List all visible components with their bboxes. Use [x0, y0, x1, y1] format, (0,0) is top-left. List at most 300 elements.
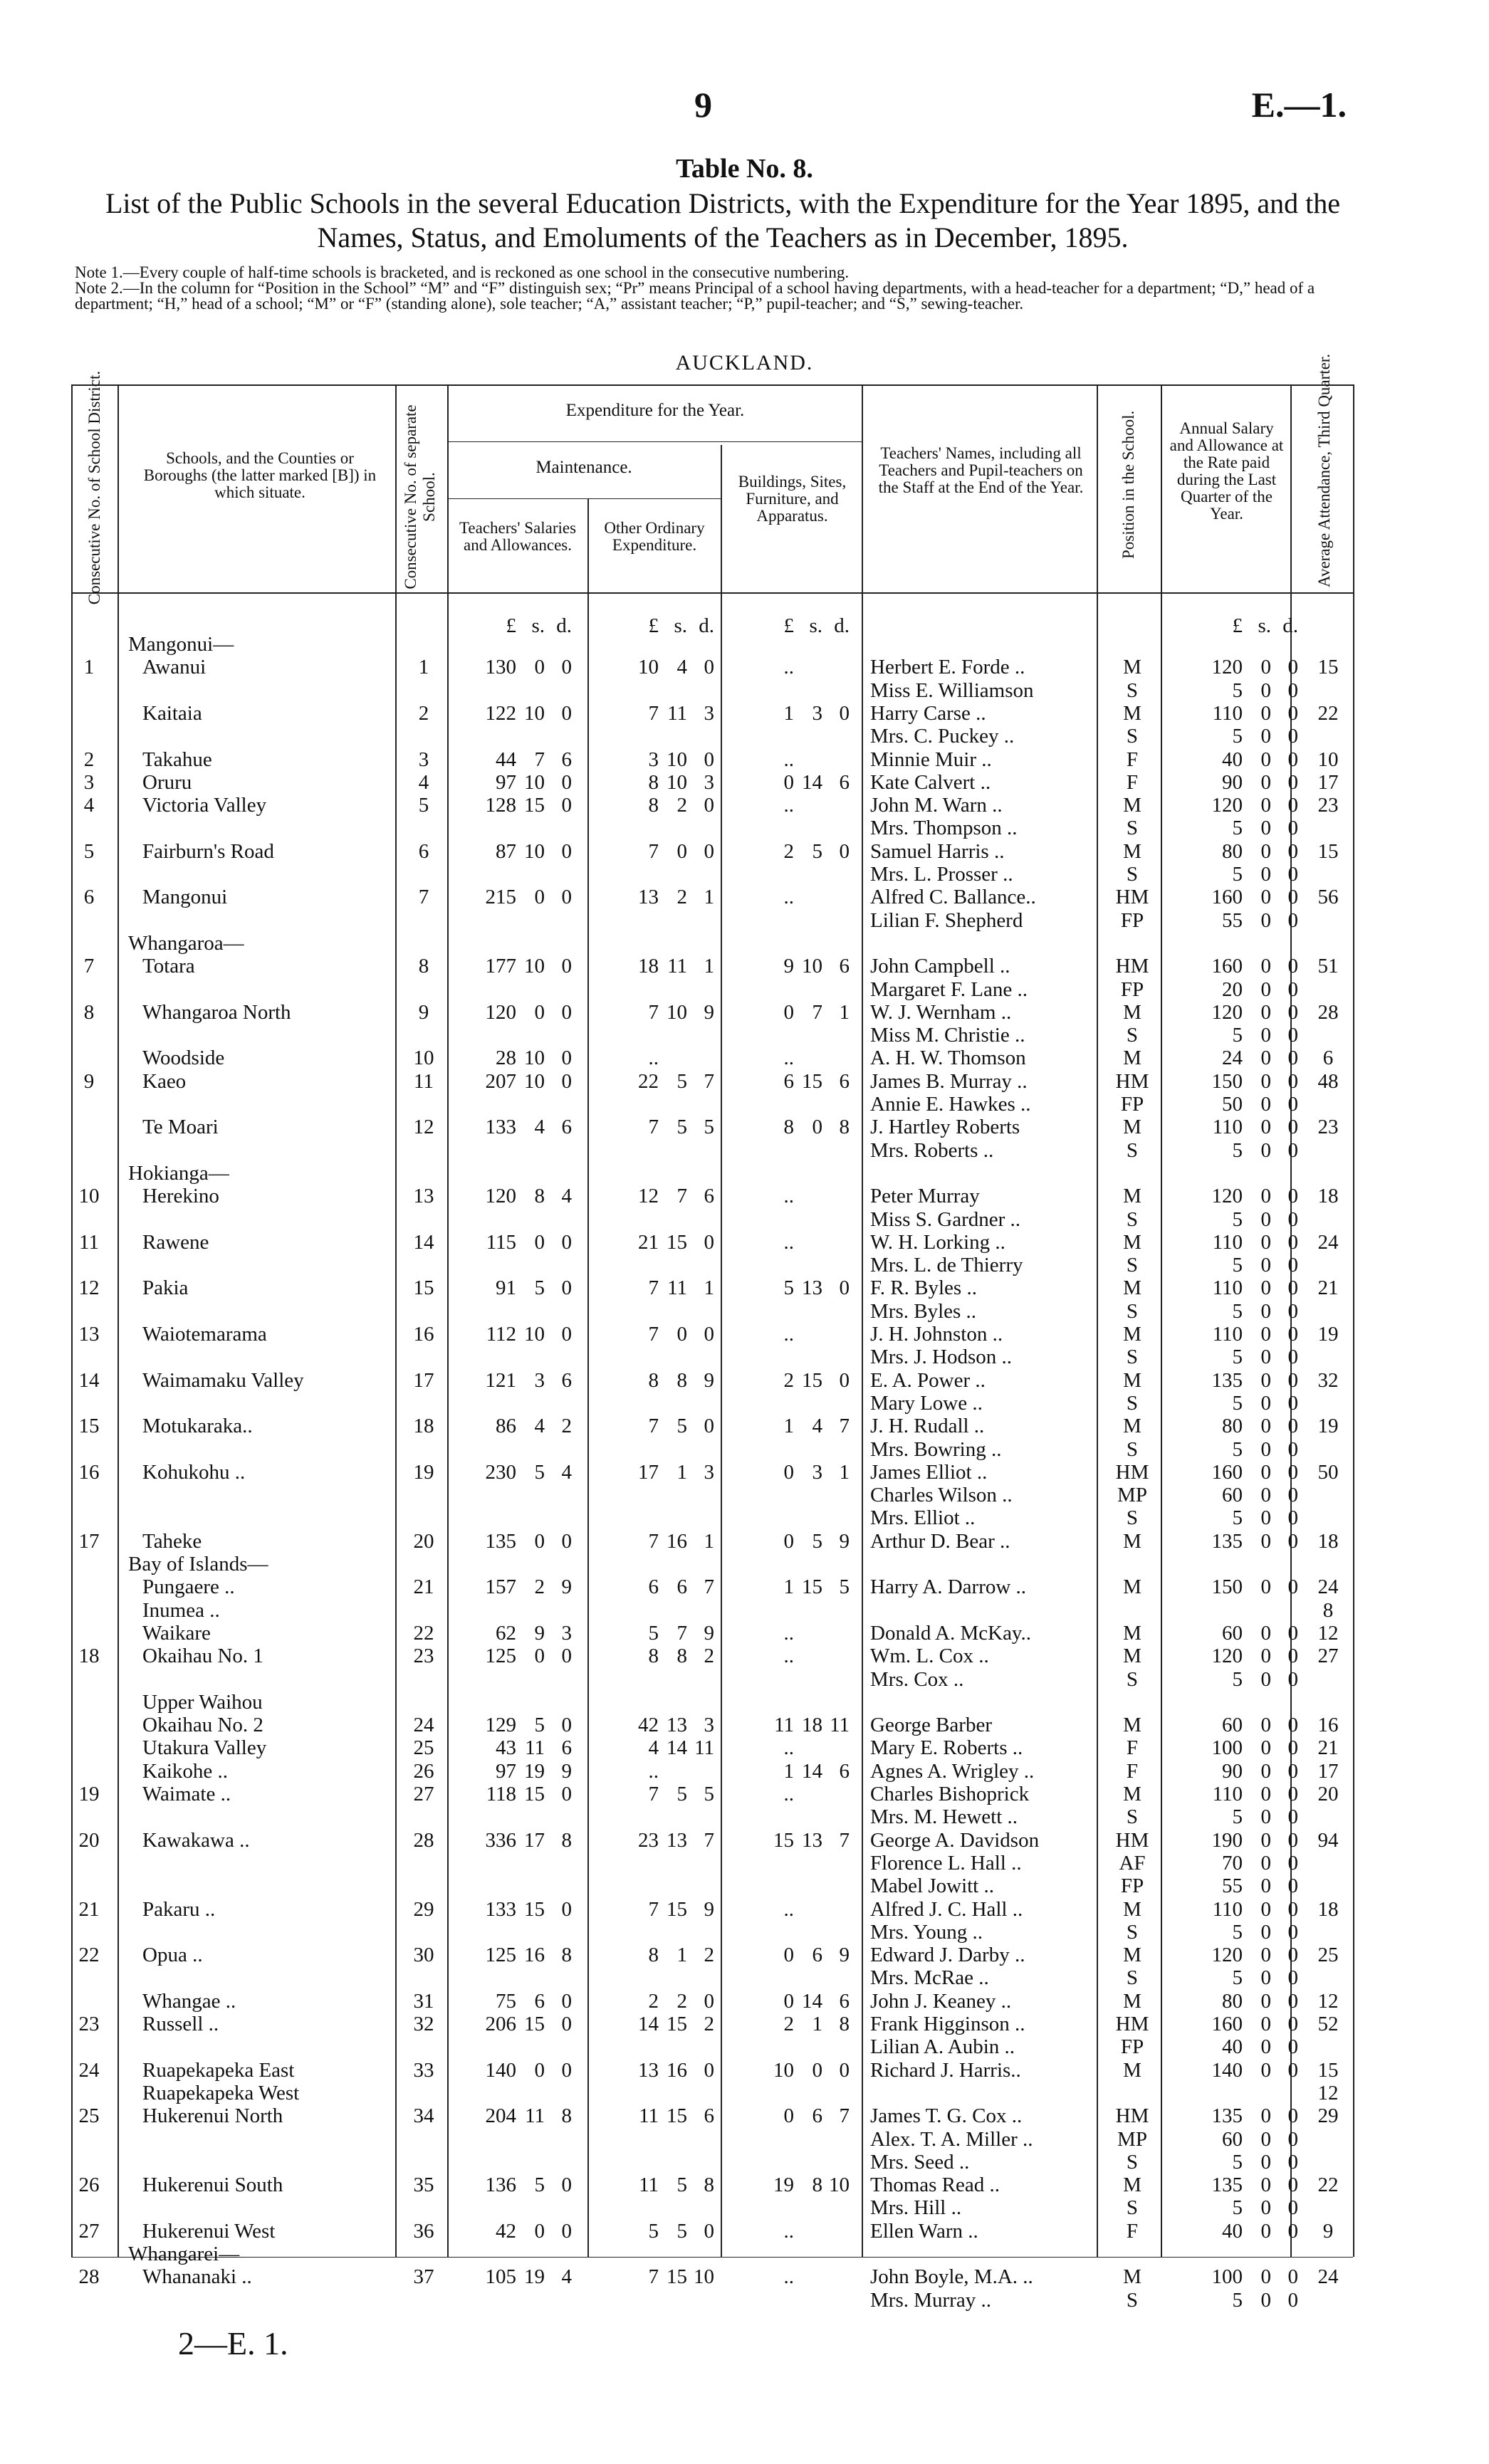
salaries-amount: 120 0 0 — [485, 1000, 572, 1024]
header-salaries: Teachers' Salaries and Allowances. — [459, 519, 577, 554]
teacher-name: Mrs. Byles .. — [870, 1299, 977, 1323]
other-expenditure-amount: 11 15 6 — [639, 2104, 714, 2128]
annual-salary: 100 0 0 — [1211, 2265, 1298, 2289]
annual-salary: 135 0 0 — [1211, 2174, 1298, 2197]
school-name: Okaihau No. 2 — [142, 1714, 263, 1737]
annual-salary: 160 0 0 — [1211, 886, 1298, 909]
teacher-name: W. H. Lorking .. — [870, 1230, 1005, 1254]
annual-salary: 20 0 0 — [1222, 977, 1298, 1001]
teacher-name: F. R. Byles .. — [870, 1276, 977, 1300]
annual-salary: 5 0 0 — [1232, 1207, 1298, 1231]
buildings-amount: 11 18 11 — [774, 1714, 850, 1737]
school-name: Whangaroa— — [128, 931, 244, 955]
annual-salary: 120 0 0 — [1211, 1185, 1298, 1208]
school-name: Herekino — [142, 1185, 219, 1208]
school-name: Fairburn's Road — [142, 839, 274, 863]
school-name: Victoria Valley — [142, 794, 267, 817]
table-row — [0, 1806, 1489, 1828]
school-number: 33 — [413, 2058, 434, 2082]
annual-salary: 5 0 0 — [1232, 1506, 1298, 1530]
teacher-position: M — [1123, 1621, 1141, 1645]
teacher-name: Mrs. L. de Thierry — [870, 1254, 1023, 1277]
annual-salary: 135 0 0 — [1211, 1368, 1298, 1392]
table-row — [0, 2174, 1489, 2196]
average-attendance: 24 — [1317, 2265, 1339, 2289]
other-expenditure-amount: 4 14 11 — [648, 1736, 714, 1760]
teacher-name: Mrs. Seed .. — [870, 2150, 970, 2174]
buildings-amount: .. — [783, 2219, 794, 2243]
school-name: Waimamaku Valley — [142, 1368, 304, 1392]
school-name: Bay of Islands— — [128, 1553, 268, 1576]
teacher-name: Edward J. Darby .. — [870, 1944, 1025, 1967]
school-number: 30 — [413, 1944, 434, 1967]
header-teachers: Teachers' Names, including all Teachers and Pupil-teachers on the Staff at the End of the Year. — [878, 444, 1084, 496]
school-name: Awanui — [142, 656, 207, 679]
teacher-name: Mrs. J. Hodson .. — [870, 1346, 1012, 1369]
average-attendance: 17 — [1317, 1759, 1339, 1783]
annual-salary: 5 0 0 — [1232, 1024, 1298, 1047]
annual-salary: 5 0 0 — [1232, 1966, 1298, 1990]
school-number: 1 — [418, 656, 429, 679]
buildings-amount: 0 6 9 — [783, 1944, 850, 1967]
salaries-amount: 215 0 0 — [485, 886, 572, 909]
district-number: 17 — [78, 1529, 100, 1553]
school-number: 6 — [418, 839, 429, 863]
buildings-amount: 0 14 6 — [783, 1989, 850, 2013]
annual-salary: 135 0 0 — [1211, 2104, 1298, 2128]
district-heading: AUCKLAND. — [675, 351, 814, 374]
buildings-amount: 9 10 6 — [783, 955, 850, 978]
school-number: 11 — [414, 1069, 434, 1093]
school-number: 7 — [418, 886, 429, 909]
buildings-amount: 1 14 6 — [783, 1759, 850, 1783]
other-expenditure-amount: 13 2 1 — [638, 886, 714, 909]
teacher-position: S — [1126, 1346, 1139, 1369]
district-number: 28 — [78, 2265, 100, 2289]
school-name: Whangarei— — [128, 2243, 240, 2265]
table-row — [0, 1163, 1489, 1184]
average-attendance: 18 — [1317, 1185, 1339, 1208]
school-number: 21 — [413, 1576, 434, 1599]
average-attendance: 24 — [1317, 1230, 1339, 1254]
school-name: Hukerenui South — [142, 2174, 283, 2197]
annual-salary: 110 0 0 — [1212, 1897, 1298, 1921]
header-consec-district: Consecutive No. of School District. — [85, 370, 103, 605]
district-number: 19 — [78, 1783, 100, 1805]
teacher-name: J. H. Johnston .. — [870, 1323, 1003, 1346]
district-number: 4 — [83, 794, 95, 817]
teacher-position: FP — [1120, 1093, 1144, 1116]
annual-salary: 120 0 0 — [1211, 1944, 1298, 1967]
average-attendance: 23 — [1317, 794, 1339, 817]
school-name: Ruapekapeka West — [142, 2081, 300, 2104]
table-row — [0, 703, 1489, 724]
units-salaries: £ s. d. — [506, 614, 572, 637]
teacher-position: HM — [1115, 1828, 1149, 1852]
teacher-name: Mary E. Roberts .. — [870, 1736, 1023, 1760]
teacher-position: MP — [1117, 2127, 1147, 2151]
table-row — [0, 634, 1489, 655]
other-expenditure-amount: 14 15 2 — [638, 2013, 714, 2035]
school-name: Upper Waihou — [142, 1690, 263, 1714]
teacher-name: James T. G. Cox .. — [870, 2104, 1023, 2128]
annual-salary: 60 0 0 — [1222, 1621, 1298, 1645]
annual-salary: 120 0 0 — [1211, 656, 1298, 679]
teacher-name: Alfred J. C. Hall .. — [870, 1897, 1023, 1921]
table-row — [0, 2082, 1489, 2104]
salaries-amount: 133 4 6 — [485, 1116, 572, 1139]
teacher-position: M — [1123, 1944, 1141, 1967]
teacher-name: Mrs. Young .. — [870, 1920, 983, 1944]
teacher-name: Richard J. Harris.. — [870, 2058, 1021, 2082]
salaries-amount: 42 0 0 — [496, 2219, 572, 2243]
table-row — [0, 1692, 1489, 1713]
teacher-name: A. H. W. Thomson — [870, 1047, 1026, 1070]
header-average: Average Attendance, Third Quarter. — [1315, 353, 1333, 587]
teacher-position: M — [1123, 1897, 1141, 1921]
salaries-amount: 206 15 0 — [485, 2013, 572, 2035]
school-name: Utakura Valley — [142, 1736, 267, 1760]
buildings-amount: .. — [783, 748, 794, 771]
district-number: 3 — [83, 770, 95, 794]
annual-salary: 40 0 0 — [1222, 2219, 1298, 2243]
salaries-amount: 118 15 0 — [486, 1783, 572, 1805]
table-row — [0, 680, 1489, 701]
buildings-amount: .. — [783, 1047, 794, 1070]
average-attendance: 6 — [1322, 1047, 1334, 1070]
teacher-position: S — [1126, 1024, 1139, 1047]
average-attendance: 51 — [1317, 955, 1339, 978]
teacher-name: John J. Keaney .. — [870, 1989, 1012, 2013]
buildings-amount: .. — [783, 1185, 794, 1208]
table-row — [0, 2290, 1489, 2311]
teacher-name: J. H. Rudall .. — [870, 1415, 985, 1438]
average-attendance: 19 — [1317, 1323, 1339, 1346]
salaries-amount: 128 15 0 — [485, 794, 572, 817]
school-number: 13 — [413, 1185, 434, 1208]
average-attendance: 22 — [1317, 701, 1339, 725]
school-name: Mangonui — [142, 886, 228, 909]
buildings-amount: .. — [783, 1323, 794, 1346]
buildings-amount: .. — [783, 794, 794, 817]
teacher-position: F — [1126, 2219, 1139, 2243]
teacher-position: M — [1123, 794, 1141, 817]
teacher-position: FP — [1120, 1875, 1144, 1898]
other-expenditure-amount: 7 5 5 — [648, 1783, 714, 1805]
district-number: 2 — [83, 748, 95, 771]
teacher-name: Kate Calvert .. — [870, 770, 991, 794]
table-row — [0, 1002, 1489, 1023]
school-number: 8 — [418, 955, 429, 978]
other-expenditure-amount: 42 13 3 — [638, 1714, 714, 1737]
teacher-name: John Campbell .. — [870, 955, 1010, 978]
header-annual: Annual Salary and Allowance at the Rate paid during the Last Quarter of the Year. — [1169, 419, 1284, 523]
school-name: Whananaki .. — [142, 2265, 252, 2289]
teacher-position: M — [1123, 2265, 1141, 2289]
teacher-name: George A. Davidson — [870, 1828, 1040, 1852]
table-row — [0, 2266, 1489, 2287]
teacher-position: M — [1123, 1576, 1141, 1599]
annual-salary: 5 0 0 — [1232, 2196, 1298, 2220]
school-number: 12 — [413, 1116, 434, 1139]
table-row — [0, 749, 1489, 770]
annual-salary: 50 0 0 — [1222, 1093, 1298, 1116]
table-row — [0, 1415, 1489, 1437]
buildings-amount: .. — [783, 1736, 794, 1760]
table-row — [0, 1047, 1489, 1069]
buildings-amount: 2 1 8 — [783, 2013, 850, 2035]
teacher-position: HM — [1115, 2104, 1149, 2128]
salaries-amount: 336 17 8 — [485, 1828, 572, 1852]
table-row — [0, 955, 1489, 977]
other-expenditure-amount: 18 11 1 — [638, 955, 714, 978]
teacher-name: Lilian F. Shepherd — [870, 908, 1023, 932]
table-row — [0, 2221, 1489, 2242]
header-maintenance: Maintenance. — [535, 458, 632, 477]
other-expenditure-amount: 8 1 2 — [648, 1944, 714, 1967]
salaries-amount: 177 10 0 — [485, 955, 572, 978]
teacher-position: M — [1123, 1276, 1141, 1300]
district-number: 6 — [83, 886, 95, 909]
table-row — [0, 1209, 1489, 1230]
teacher-position: M — [1123, 1645, 1141, 1668]
average-attendance: 52 — [1317, 2013, 1339, 2035]
other-expenditure-amount: 23 13 7 — [638, 1828, 714, 1852]
district-number: 9 — [83, 1069, 95, 1093]
table-row — [0, 1899, 1489, 1920]
salaries-amount: 43 11 6 — [496, 1736, 572, 1760]
table-row — [0, 1737, 1489, 1758]
teacher-position: M — [1123, 1368, 1141, 1392]
table-row — [0, 1185, 1489, 1207]
table-title: Table No. 8. — [676, 154, 813, 184]
notes — [75, 265, 1371, 312]
salaries-amount: 62 9 3 — [496, 1621, 572, 1645]
teacher-position: HM — [1115, 1460, 1149, 1484]
school-number: 26 — [413, 1759, 434, 1783]
salaries-amount: 207 10 0 — [485, 1069, 572, 1093]
teacher-position: M — [1123, 1047, 1141, 1070]
average-attendance: 15 — [1317, 2058, 1339, 2082]
average-attendance: 20 — [1317, 1783, 1339, 1805]
teacher-position: M — [1123, 1714, 1141, 1737]
school-name: Hukerenui West — [142, 2219, 276, 2243]
school-number: 18 — [413, 1415, 434, 1438]
teacher-name: Thomas Read .. — [870, 2174, 1000, 2197]
teacher-name: Agnes A. Wrigley .. — [870, 1759, 1035, 1783]
teacher-position: S — [1126, 1966, 1139, 1990]
district-number: 13 — [78, 1323, 100, 1346]
teacher-name: Mrs. L. Prosser .. — [870, 863, 1013, 886]
district-number: 23 — [78, 2013, 100, 2035]
district-number: 5 — [83, 839, 95, 863]
annual-salary: 55 0 0 — [1222, 908, 1298, 932]
average-attendance: 9 — [1322, 2219, 1334, 2243]
school-number: 3 — [418, 748, 429, 771]
school-name: Kaikohe .. — [142, 1759, 228, 1783]
rule — [71, 593, 1353, 594]
teacher-name: Margaret F. Lane .. — [870, 977, 1028, 1001]
table-row — [0, 1576, 1489, 1598]
school-number: 29 — [413, 1897, 434, 1921]
teacher-position: S — [1126, 2196, 1139, 2220]
school-name: Russell .. — [142, 2013, 219, 2035]
other-expenditure-amount: 7 0 0 — [648, 1323, 714, 1346]
header-schools: Schools, and the Counties or Boroughs (the latter marked [B]) in which situate. — [143, 449, 377, 501]
table-row — [0, 1484, 1489, 1506]
teacher-name: Charles Wilson .. — [870, 1484, 1013, 1507]
teacher-name: Mrs. Elliot .. — [870, 1506, 976, 1530]
other-expenditure-amount: 11 5 8 — [639, 2174, 714, 2197]
table-row — [0, 2105, 1489, 2127]
average-attendance: 18 — [1317, 1529, 1339, 1553]
teacher-position: HM — [1115, 955, 1149, 978]
other-expenditure-amount: 3 10 0 — [648, 748, 714, 771]
teacher-name: Mabel Jowitt .. — [870, 1875, 994, 1898]
other-expenditure-amount: .. — [648, 1047, 659, 1070]
annual-salary: 110 0 0 — [1212, 1116, 1298, 1139]
annual-salary: 120 0 0 — [1211, 1645, 1298, 1668]
teacher-name: Samuel Harris .. — [870, 839, 1005, 863]
table-row — [0, 1071, 1489, 1092]
school-name: Taheke — [142, 1529, 202, 1553]
average-attendance: 12 — [1317, 1621, 1339, 1645]
annual-salary: 150 0 0 — [1211, 1576, 1298, 1599]
salaries-amount: 136 5 0 — [485, 2174, 572, 2197]
annual-salary: 24 0 0 — [1222, 1047, 1298, 1070]
list-title: List of the Public Schools in the several Education Districts, with the Expenditure for the Year 1895, and the Names, Status, and Emoluments of the Teachers as in December, 1895. — [105, 187, 1341, 253]
table-row — [0, 1600, 1489, 1621]
teacher-name: Miss S. Gardner .. — [870, 1207, 1021, 1231]
teacher-position: S — [1126, 1437, 1139, 1461]
teacher-name: Mrs. Thompson .. — [870, 817, 1018, 840]
teacher-name: Peter Murray — [870, 1185, 980, 1208]
teacher-position: F — [1126, 1759, 1139, 1783]
table-row — [0, 1507, 1489, 1529]
other-expenditure-amount: 8 8 9 — [648, 1368, 714, 1392]
annual-salary: 80 0 0 — [1222, 1989, 1298, 2013]
average-attendance: 27 — [1317, 1645, 1339, 1668]
table-row — [0, 1967, 1489, 1988]
salaries-amount: 91 5 0 — [496, 1276, 572, 1300]
document-code: E.—1. — [1251, 85, 1347, 125]
teacher-name: Mary Lowe .. — [870, 1391, 983, 1415]
teacher-position: M — [1123, 1116, 1141, 1139]
annual-salary: 5 0 0 — [1232, 863, 1298, 886]
table-row — [0, 1393, 1489, 1414]
school-number: 4 — [418, 770, 429, 794]
other-expenditure-amount: 22 5 7 — [638, 1069, 714, 1093]
district-number: 22 — [78, 1944, 100, 1967]
school-number: 22 — [413, 1621, 434, 1645]
average-attendance: 94 — [1317, 1828, 1339, 1852]
buildings-amount: 5 13 0 — [783, 1276, 850, 1300]
teacher-position: FP — [1120, 2035, 1144, 2059]
buildings-amount: .. — [783, 1783, 794, 1805]
table-row — [0, 1944, 1489, 1966]
district-number: 25 — [78, 2104, 100, 2128]
school-number: 28 — [413, 1828, 434, 1852]
school-number: 16 — [413, 1323, 434, 1346]
table-row — [0, 2060, 1489, 2081]
page-number: 9 — [694, 85, 712, 125]
table-row — [0, 979, 1489, 1000]
school-number: 17 — [413, 1368, 434, 1392]
annual-salary: 5 0 0 — [1232, 1920, 1298, 1944]
school-name: Whangae .. — [142, 1989, 236, 2013]
district-number: 20 — [78, 1828, 100, 1852]
school-name: Mangonui— — [128, 633, 234, 656]
teacher-position: M — [1123, 1529, 1141, 1553]
average-attendance: 21 — [1317, 1276, 1339, 1300]
teacher-name: Ellen Warn .. — [870, 2219, 978, 2243]
other-expenditure-amount: 7 15 9 — [648, 1897, 714, 1921]
annual-salary: 190 0 0 — [1211, 1828, 1298, 1852]
teacher-name: Mrs. Murray .. — [870, 2288, 991, 2312]
annual-salary: 110 0 0 — [1212, 1323, 1298, 1346]
buildings-amount: 0 7 1 — [783, 1000, 850, 1024]
average-attendance: 50 — [1317, 1460, 1339, 1484]
school-name: Waiotemarama — [142, 1323, 267, 1346]
district-number: 15 — [78, 1415, 100, 1438]
salaries-amount: 133 15 0 — [485, 1897, 572, 1921]
annual-salary: 160 0 0 — [1211, 1460, 1298, 1484]
average-attendance: 22 — [1317, 2174, 1339, 2197]
buildings-amount: 1 15 5 — [783, 1576, 850, 1599]
other-expenditure-amount: 7 5 0 — [648, 1415, 714, 1438]
teacher-name: E. A. Power .. — [870, 1368, 986, 1392]
other-expenditure-amount: 8 2 0 — [648, 794, 714, 817]
teacher-position: M — [1123, 2058, 1141, 2082]
salaries-amount: 121 3 6 — [485, 1368, 572, 1392]
school-number: 10 — [413, 1047, 434, 1070]
annual-salary: 120 0 0 — [1211, 1000, 1298, 1024]
teacher-name: Mrs. Bowring .. — [870, 1437, 1002, 1461]
buildings-amount: 19 8 10 — [773, 2174, 850, 2197]
table-row — [0, 2151, 1489, 2173]
teacher-name: James Elliot .. — [870, 1460, 988, 1484]
teacher-position: M — [1123, 1989, 1141, 2013]
annual-salary: 5 0 0 — [1232, 1391, 1298, 1415]
teacher-name: George Barber — [870, 1714, 992, 1737]
annual-salary: 40 0 0 — [1222, 748, 1298, 771]
teacher-name: Harry Carse .. — [870, 701, 986, 725]
school-number: 32 — [413, 2013, 434, 2035]
average-attendance: 32 — [1317, 1368, 1339, 1392]
school-name: Woodside — [142, 1047, 225, 1070]
buildings-amount: 1 4 7 — [783, 1415, 850, 1438]
table-row — [0, 1714, 1489, 1736]
annual-salary: 110 0 0 — [1212, 701, 1298, 725]
other-expenditure-amount: 7 11 3 — [648, 701, 714, 725]
other-expenditure-amount: 7 15 10 — [648, 2265, 714, 2289]
teacher-position: M — [1123, 1000, 1141, 1024]
salaries-amount: 157 2 9 — [485, 1576, 572, 1599]
annual-salary: 5 0 0 — [1232, 2150, 1298, 2174]
teacher-name: Mrs. Cox .. — [870, 1667, 964, 1691]
teacher-name: Herbert E. Forde .. — [870, 656, 1025, 679]
table-row — [0, 1991, 1489, 2012]
district-number: 27 — [78, 2219, 100, 2243]
teacher-name: Mrs. M. Hewett .. — [870, 1805, 1018, 1829]
salaries-amount: 129 5 0 — [485, 1714, 572, 1737]
school-name: Pakia — [142, 1276, 189, 1300]
buildings-amount: 6 15 6 — [783, 1069, 850, 1093]
district-number: 26 — [78, 2174, 100, 2197]
average-attendance: 21 — [1317, 1736, 1339, 1760]
teacher-position: MP — [1117, 1484, 1147, 1507]
teacher-name: Mrs. McRae .. — [870, 1966, 989, 1990]
